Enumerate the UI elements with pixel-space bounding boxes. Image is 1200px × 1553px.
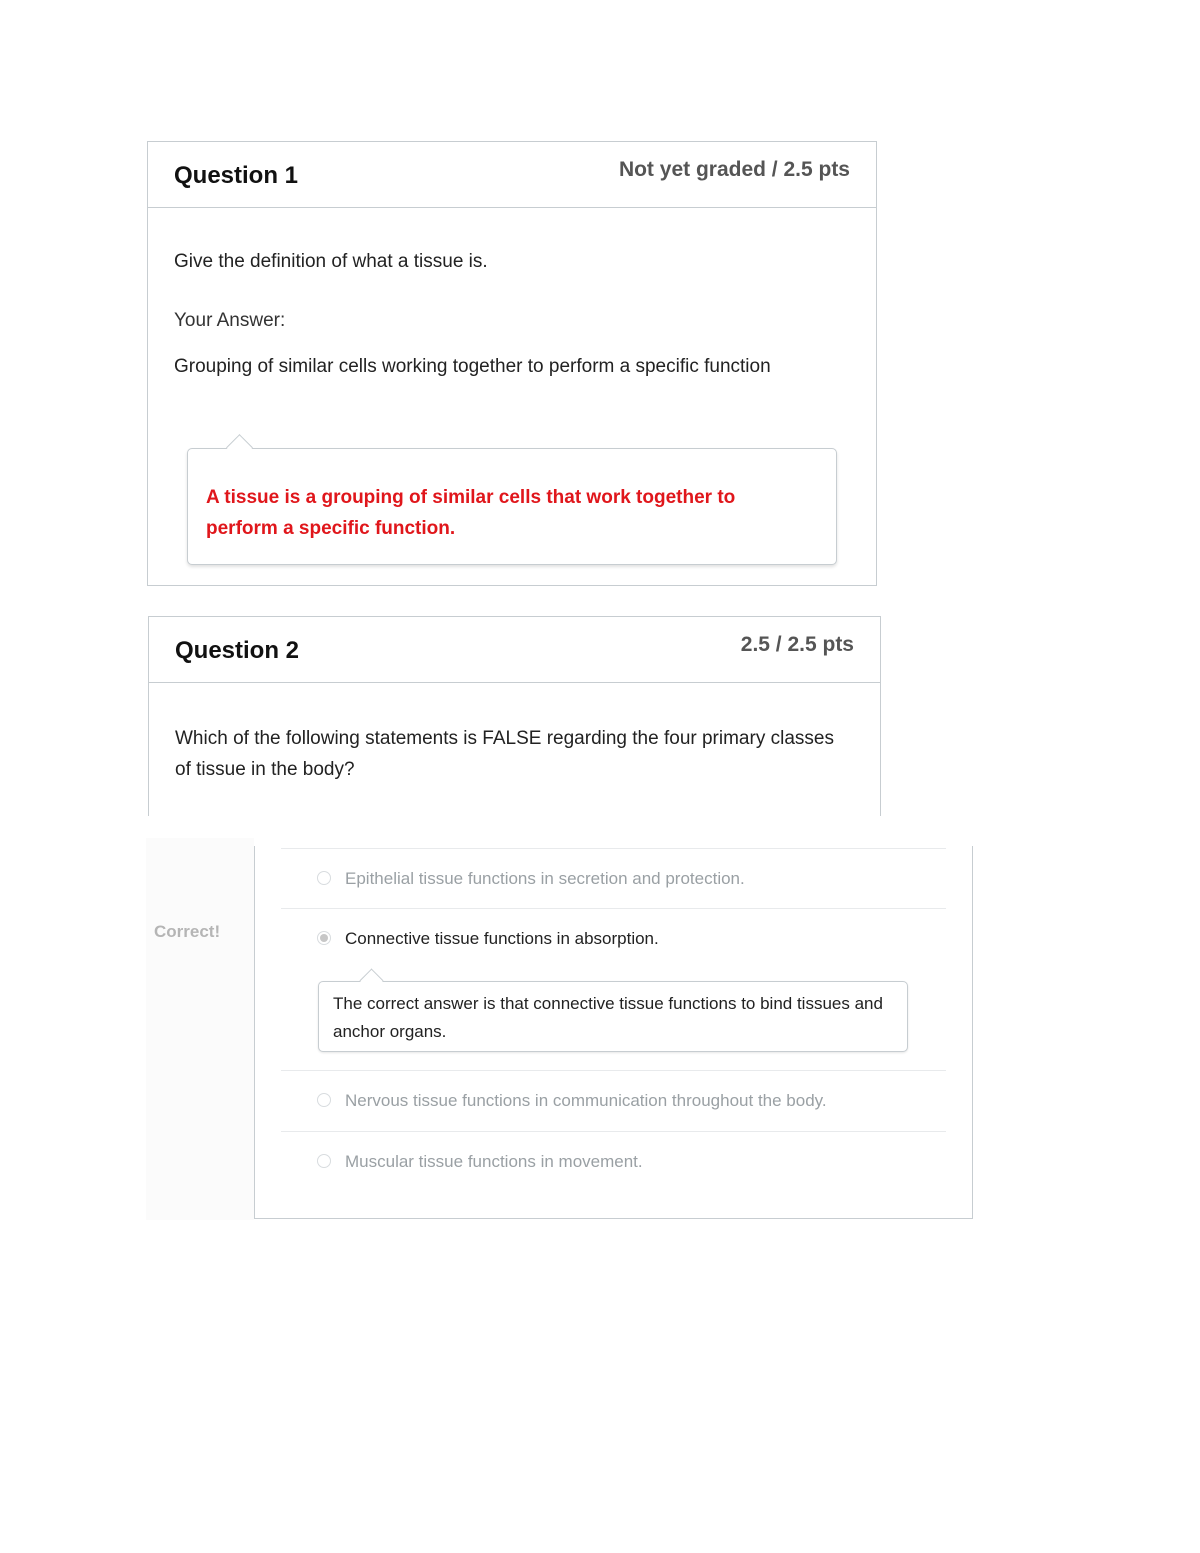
answer-option[interactable] <box>281 848 946 909</box>
result-column <box>146 838 254 1220</box>
answer-label: Epithelial tissue functions in secretion and protection. <box>345 869 745 888</box>
answer-comment: The correct answer is that connective tissue functions to bind tissues and anchor organs. <box>333 994 883 1041</box>
answer-label: Connective tissue functions in absorption. <box>345 929 659 948</box>
question-2-header <box>149 617 880 683</box>
radio-button[interactable] <box>317 1093 331 1107</box>
answer-option[interactable] <box>281 1070 946 1131</box>
question-1-comment: A tissue is a grouping of similar cells that work together to perform a specific function. <box>206 487 736 539</box>
answer-label: Nervous tissue functions in communication throughout the body. <box>345 1091 827 1110</box>
answer-label: Muscular tissue functions in movement. <box>345 1152 643 1171</box>
radio-button-selected[interactable] <box>317 931 331 945</box>
answer-option-selected[interactable] <box>281 908 946 1069</box>
question-1-header <box>148 142 876 208</box>
question-1-comment-callout <box>187 448 837 565</box>
question-2-points: 2.5 / 2.5 pts <box>740 633 854 656</box>
answer-comment-callout <box>318 981 908 1052</box>
radio-button[interactable] <box>317 1154 331 1168</box>
question-2-title: Question 2 <box>175 637 300 664</box>
question-1-points: Not yet graded / 2.5 pts <box>618 158 850 181</box>
answers-list <box>254 846 973 1219</box>
question-1-card <box>147 141 877 586</box>
answer-option[interactable] <box>281 1131 946 1192</box>
radio-button[interactable] <box>317 871 331 885</box>
question-1-title: Question 1 <box>174 162 299 189</box>
question-1-text: Give the definition of what a tissue is. <box>174 251 488 272</box>
question-2-text: Which of the following statements is FALSE regarding the four primary classes of tissue in the body? <box>175 728 834 780</box>
question-2-card <box>148 616 881 816</box>
correct-label: Correct! <box>154 922 221 941</box>
callout-arrow <box>359 968 383 992</box>
your-answer-label: Your Answer: <box>174 310 286 331</box>
callout-arrow <box>226 434 253 461</box>
student-answer: Grouping of similar cells working together to perform a specific function <box>174 356 771 377</box>
